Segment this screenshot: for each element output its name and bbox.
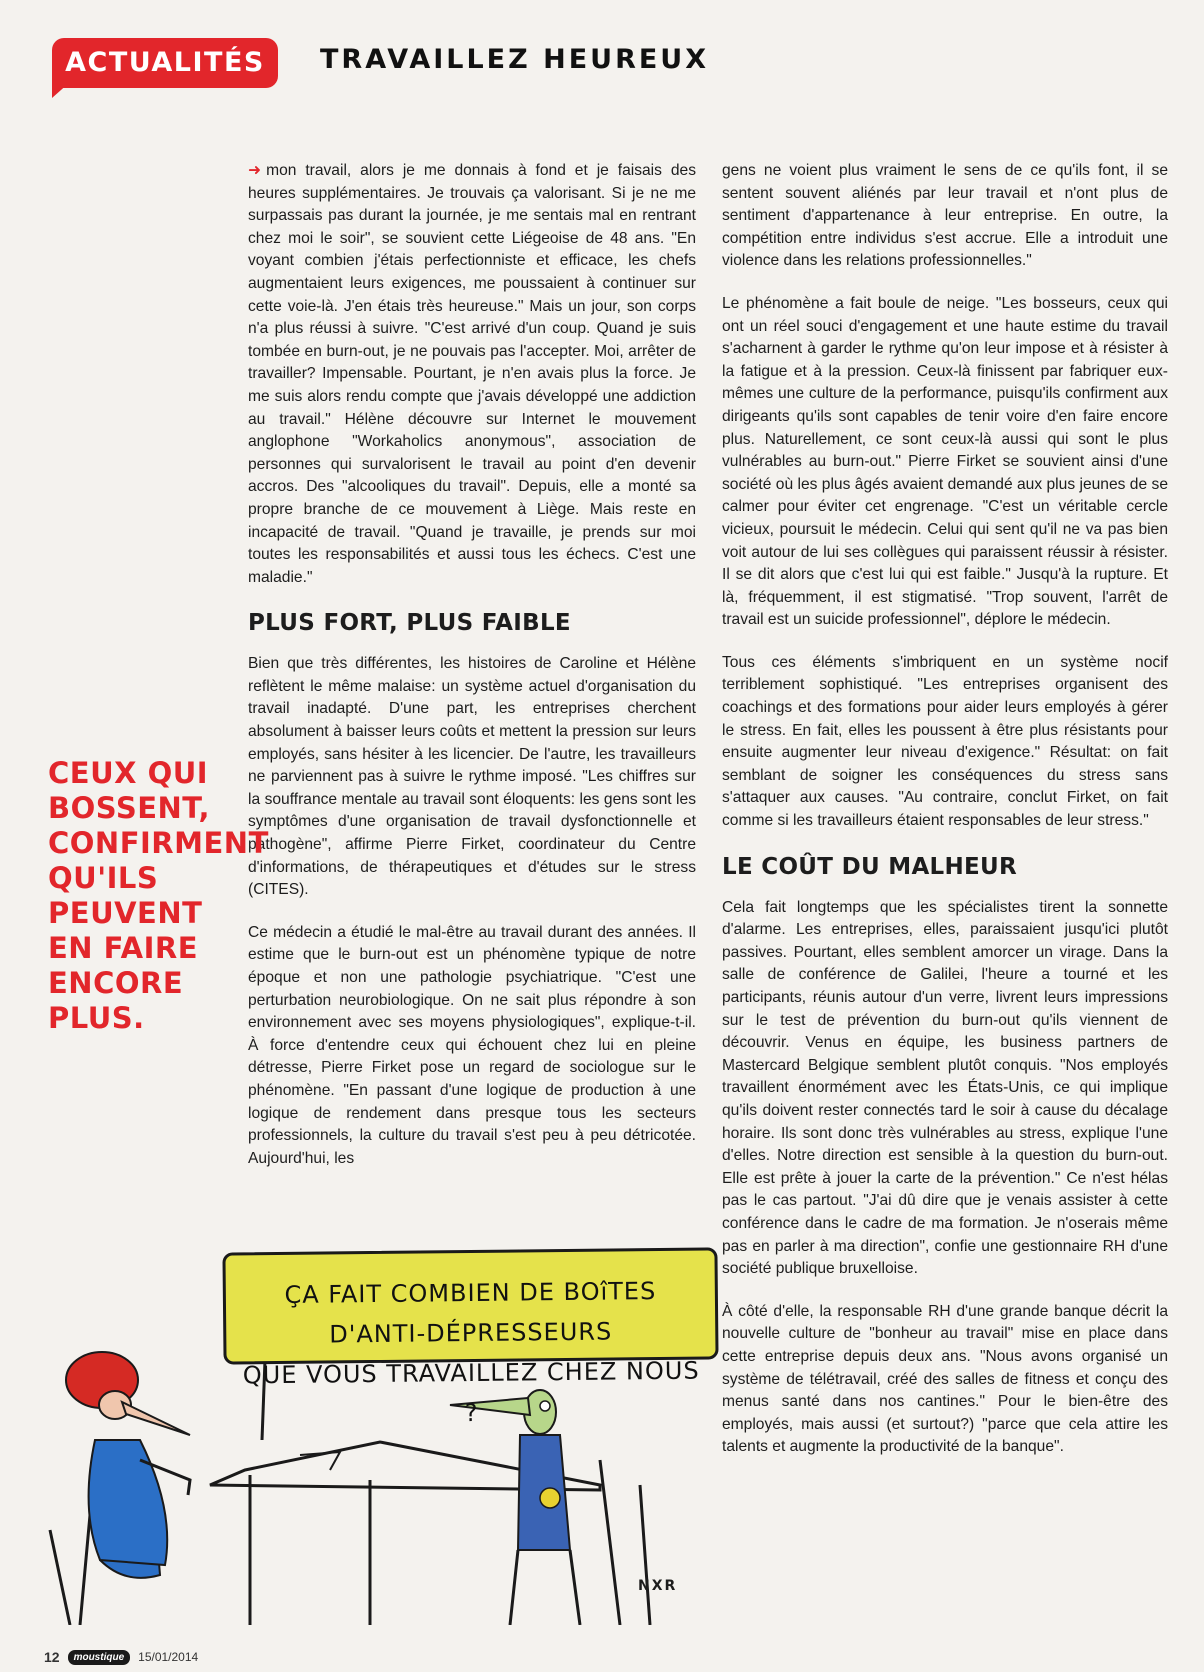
page-title: TRAVAILLEZ HEUREUX bbox=[320, 44, 710, 75]
paragraph bbox=[248, 160, 696, 589]
paragraph: Ce médecin a étudié le mal-être au travail durant des années. Il estime que le burn-out est un phénomène typique de notre époque et non une pathologie psychiatrique. "C'est une perturbation neurobiologique. On ne sait plus répondre à son environnement avec ses moyens physiologiques", explique-t-il. À force d'entendre ceux qui échouent chez lui en pleine détresse, Pierre Firket pose un regard de sociologue sur le phénomène. "En passant d'une logique de production à une logique de rendement dans presque tous les secteurs professionnels, la culture du travail s'est peu à peu détricotée. Aujourd'hui, les bbox=[248, 923, 696, 1167]
cartoon bbox=[40, 1230, 700, 1625]
subheading: PLUS FORT, PLUS FAIBLE bbox=[248, 610, 571, 637]
issue-date: 15/01/2014 bbox=[138, 1650, 199, 1664]
speech-line-2: QUE VOUS TRAVAILLEZ CHEZ NOUS ? bbox=[242, 1356, 700, 1428]
article-column-right bbox=[722, 160, 1168, 1479]
cartoon-signature: NXR bbox=[638, 1578, 678, 1594]
paragraph: Le phénomène a fait boule de neige. "Les bosseurs, ceux qui ont un réel souci d'engagement et une haute estime du travail s'acharnent à garder le rythme qu'on leur impose et à résister à la fatigue et à la pression. Ceux-là finissent par fabriquer eux-mêmes une culture de la performance, puisqu'ils confirment aux dirigeants qu'ils sont capables de tenir voire d'en faire encore plus. Naturellement, ce sont ceux-là aussi qui sont le plus vulnérables au burn-out." Pierre Firket se souvient ainsi d'une société où les plus âgés avaient demandé aux plus jeunes de se calmer pour éviter cet engrenage. "C'est un véritable cercle vicieux, poursuit le médecin. Celui qui sent qu'il ne va pas bien voit autour de lui ses collègues qui paraissent réussir à résister. Il se dit alors que c'est lui qui est faible." Jusqu'à la rupture. Et là, fréquemment, il est stigmatisé. "Trop souvent, l'arrêt de travail est un suicide professionnel", déplore le médecin. bbox=[722, 294, 1168, 629]
page-number: 12 bbox=[44, 1649, 60, 1665]
paragraph-text: mon travail, alors je me donnais à fond et je faisais des heures supplémentaires. Je trouvais ça valorisant. Si je ne me surpassais pas durant la journée, je me sentais mal en rentrant chez moi le soir", se souvient cette Liégeoise de 48 ans. "En voyant combien j'étais perfectionniste et efficace, les chefs augmentaient leurs exigences, me poussaient à continuer sur cette voie-là. J'en étais très heureuse." Mais un jour, son corps n'a plus réussi à suivre. "C'est arrivé d'un coup. Quand je suis tombée en burn-out, je ne pouvais pas l'accepter. Moi, arrêter de travailler? Impensable. Pourtant, je n'en avais plus la force. Je me suis alors rendu compte que j'avais développé une addiction au travail." Hélène découvre sur Internet le mouvement anglophone "Workaholics anonymous", association de personnes qui survalorisent le travail au point d'en devenir accros. Des "alcooliques du travail". Depuis, elle a monté sa propre branche de ce mouvement à Liège. Mais reste en incapacité de travail. "Quand je travaille, je prends sur moi toutes les responsabilités et aussi tous les échecs. C'est une maladie." bbox=[248, 162, 696, 586]
speech-bubble bbox=[222, 1247, 718, 1428]
magazine-logo: moustique bbox=[68, 1650, 131, 1665]
paragraph: Bien que très différentes, les histoires de Caroline et Hélène reflètent le même malaise: un système actuel d'organisation du travail inadapté. D'une part, les entreprises cherchent absolument à baisser leurs coûts et mettent la pression sur leurs employés, sans hésiter à les licencier. De l'autre, les travailleurs ne parviennent pas à suivre le rythme imposé. "Les chiffres sur la souffrance mentale au travail sont éloquents: les gens sont les symptômes d'une organisation de travail dysfonctionnelle et pathogène", affirme Pierre Firket, coordinateur du Centre d'informations, de thérapeutiques et d'études sur le stress (CITES). bbox=[248, 655, 696, 899]
section-tag: ACTUALITÉS bbox=[52, 38, 278, 88]
paragraph: Tous ces éléments s'imbriquent en un système nocif terriblement sophistiqué. "Les entreprises organisent des coachings et des formations pour aider leurs employés à gérer le stress. En fait, elles les poussent à être plus résistants pour ensuite augmenter leur niveau d'exigence." Résultat: on fait semblant de soigner les conséquences du stress sans s'attaquer aux causes. "Au contraire, conclut Firket, on fait comme si les travailleurs étaient responsables de leur stress." bbox=[722, 653, 1168, 830]
subheading: LE COÛT DU MALHEUR bbox=[722, 853, 1018, 880]
footer bbox=[44, 1649, 198, 1665]
arrow-right-icon: ➜ bbox=[248, 162, 262, 179]
speech-line-1: ÇA FAIT COMBIEN DE BOîTES D'ANTI-DÉPRESSEURS bbox=[284, 1277, 657, 1349]
article-column-left bbox=[248, 160, 696, 1190]
pull-quote: CEUX QUI BOSSENT, CONFIRMENT QU'ILS PEUVENT EN FAIRE ENCORE PLUS. bbox=[48, 756, 269, 1035]
paragraph: gens ne voient plus vraiment le sens de ce qu'ils font, il se sentent souvent aliénés par leur travail et n'ont plus de sentiment d'appartenance à leur entreprise. En outre, la compétition entre individus s'est accrue. Elle a introduit une violence dans les relations professionnelles." bbox=[722, 162, 1168, 270]
paragraph: Cela fait longtemps que les spécialistes tirent la sonnette d'alarme. Les entreprises, elles, paraissaient jusqu'ici plutôt passives. Pourtant, elles semblent amorcer un virage. Dans la salle de conférence de Galilei, l'heure a tourné et les participants, réunis autour d'un verre, livrent leurs impressions sur le test de prévention du burn-out qu'ils viennent de découvrir. Venus en équipe, les business partners de Mastercard Belgique semblent plutôt conquis. "Nos employés travaillent énormément avec les États-Unis, ce qui implique qu'ils doivent rester connectés tard le soir à cause du décalage horaire. Ils sont donc très vulnérables au stress, explique l'une d'elles. Notre direction est sensible à la question du burn-out. Elle est prête à jouer la carte de la prévention." Ce n'est hélas pas le cas partout. "J'ai dû dire que je venais assister à cette conférence dans le cadre de ma formation. Je n'oserais même pas en parler à ma direction", confie une gestionnaire RH d'une société publique bruxelloise. bbox=[722, 898, 1168, 1278]
paragraph: À côté d'elle, la responsable RH d'une grande banque décrit la nouvelle culture de "bonheur au travail" mise en place dans cette entreprise depuis deux ans. "Nous avons organisé un système de télétravail, créé des salles de fitness et conçu des menus santé dans nos cantines." Pour le bien-être des employés, mais aussi (et surtout?) "parce que cela attire les talents et augmente la productivité de la banque". bbox=[722, 1302, 1168, 1456]
